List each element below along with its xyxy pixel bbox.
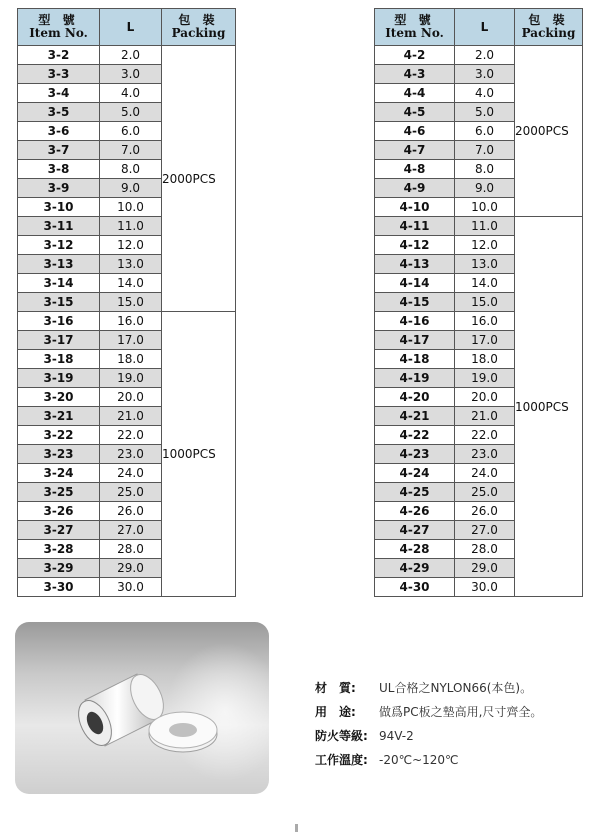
item-no-cell: 3-10: [18, 198, 100, 217]
item-no-header-cn: 型 號: [38, 13, 79, 27]
length-cell: 22.0: [455, 426, 515, 445]
length-cell: 7.0: [100, 141, 162, 160]
spec-table-series-4: [374, 8, 583, 597]
length-cell: 2.0: [455, 46, 515, 65]
length-cell: 18.0: [100, 350, 162, 369]
packing-header-cn: 包 裝: [178, 13, 219, 27]
item-no-cell: 3-20: [18, 388, 100, 407]
item-no-cell: 4-27: [375, 521, 455, 540]
property-material: [315, 676, 542, 700]
length-cell: 12.0: [100, 236, 162, 255]
item-no-cell: 4-26: [375, 502, 455, 521]
length-cell: 7.0: [455, 141, 515, 160]
item-no-cell: 4-23: [375, 445, 455, 464]
length-cell: 25.0: [455, 483, 515, 502]
length-cell: 28.0: [100, 540, 162, 559]
packing-header-cn: 包 裝: [528, 13, 569, 27]
item-no-cell: 4-3: [375, 65, 455, 84]
property-label: 防火等級:: [315, 729, 368, 743]
packing-cell: 2000PCS: [162, 46, 236, 312]
length-cell: 11.0: [100, 217, 162, 236]
length-cell: 29.0: [455, 559, 515, 578]
property-value: -20℃~120℃: [379, 753, 459, 767]
length-cell: 17.0: [100, 331, 162, 350]
length-cell: 3.0: [455, 65, 515, 84]
item-no-cell: 4-19: [375, 369, 455, 388]
property-value: 94V-2: [379, 729, 414, 743]
length-cell: 26.0: [100, 502, 162, 521]
item-no-cell: 3-11: [18, 217, 100, 236]
item-no-cell: 3-9: [18, 179, 100, 198]
item-no-cell: 3-28: [18, 540, 100, 559]
length-cell: 20.0: [455, 388, 515, 407]
length-header: L: [100, 9, 162, 46]
item-no-cell: 4-28: [375, 540, 455, 559]
item-no-header: [18, 9, 100, 46]
property-label: 工作溫度:: [315, 753, 368, 767]
item-no-cell: 4-9: [375, 179, 455, 198]
length-cell: 10.0: [455, 198, 515, 217]
length-cell: 23.0: [100, 445, 162, 464]
property-flame-rating: [315, 724, 542, 748]
item-no-cell: 4-30: [375, 578, 455, 597]
length-cell: 21.0: [100, 407, 162, 426]
item-no-header-en: Item No.: [385, 26, 444, 40]
item-no-cell: 3-21: [18, 407, 100, 426]
item-no-cell: 3-17: [18, 331, 100, 350]
item-no-cell: 4-22: [375, 426, 455, 445]
item-no-header: [375, 9, 455, 46]
scan-mark: [295, 824, 298, 832]
packing-header-en: Packing: [171, 26, 226, 40]
length-cell: 26.0: [455, 502, 515, 521]
item-no-cell: 3-15: [18, 293, 100, 312]
property-value: 做爲PC板之墊高用,尺寸齊全。: [379, 705, 543, 719]
item-no-cell: 4-12: [375, 236, 455, 255]
length-cell: 4.0: [455, 84, 515, 103]
item-no-cell: 3-7: [18, 141, 100, 160]
item-no-cell: 3-27: [18, 521, 100, 540]
length-cell: 5.0: [455, 103, 515, 122]
length-cell: 16.0: [100, 312, 162, 331]
item-no-cell: 4-21: [375, 407, 455, 426]
item-no-header-cn: 型 號: [394, 13, 435, 27]
item-no-cell: 3-12: [18, 236, 100, 255]
length-cell: 9.0: [455, 179, 515, 198]
length-cell: 2.0: [100, 46, 162, 65]
length-cell: 8.0: [455, 160, 515, 179]
nylon-spacer-ring: [149, 712, 217, 752]
spec-table-series-3: [17, 8, 236, 597]
item-no-cell: 3-8: [18, 160, 100, 179]
item-no-cell: 3-29: [18, 559, 100, 578]
property-value: UL合格之NYLON66(本色)。: [379, 681, 533, 695]
item-no-cell: 3-22: [18, 426, 100, 445]
packing-cell: 1000PCS: [162, 312, 236, 597]
length-cell: 11.0: [455, 217, 515, 236]
length-cell: 16.0: [455, 312, 515, 331]
item-no-cell: 3-2: [18, 46, 100, 65]
table-row: [18, 312, 236, 331]
length-cell: 5.0: [100, 103, 162, 122]
item-no-cell: 3-4: [18, 84, 100, 103]
length-cell: 15.0: [455, 293, 515, 312]
packing-header: [162, 9, 236, 46]
item-no-cell: 4-4: [375, 84, 455, 103]
item-no-cell: 3-3: [18, 65, 100, 84]
length-cell: 12.0: [455, 236, 515, 255]
packing-cell: 1000PCS: [515, 217, 583, 597]
item-no-cell: 4-7: [375, 141, 455, 160]
item-no-cell: 4-24: [375, 464, 455, 483]
length-cell: 15.0: [100, 293, 162, 312]
product-properties: [315, 676, 542, 772]
property-working-temperature: [315, 748, 542, 772]
item-no-cell: 4-8: [375, 160, 455, 179]
length-cell: 24.0: [455, 464, 515, 483]
property-label: 用 途:: [315, 705, 356, 719]
length-cell: 8.0: [100, 160, 162, 179]
length-cell: 24.0: [100, 464, 162, 483]
item-no-cell: 3-5: [18, 103, 100, 122]
length-cell: 17.0: [455, 331, 515, 350]
item-no-cell: 3-26: [18, 502, 100, 521]
length-cell: 28.0: [455, 540, 515, 559]
item-no-cell: 4-5: [375, 103, 455, 122]
length-cell: 10.0: [100, 198, 162, 217]
length-cell: 13.0: [455, 255, 515, 274]
item-no-cell: 3-24: [18, 464, 100, 483]
item-no-cell: 3-14: [18, 274, 100, 293]
length-cell: 25.0: [100, 483, 162, 502]
item-no-cell: 4-2: [375, 46, 455, 65]
table-row: [375, 217, 583, 236]
item-no-cell: 4-6: [375, 122, 455, 141]
item-no-cell: 3-23: [18, 445, 100, 464]
item-no-cell: 3-25: [18, 483, 100, 502]
length-cell: 30.0: [455, 578, 515, 597]
table-header-row: [18, 9, 236, 46]
item-no-cell: 4-13: [375, 255, 455, 274]
item-no-cell: 4-18: [375, 350, 455, 369]
item-no-cell: 4-10: [375, 198, 455, 217]
length-cell: 4.0: [100, 84, 162, 103]
length-header: L: [455, 9, 515, 46]
length-cell: 6.0: [100, 122, 162, 141]
length-cell: 9.0: [100, 179, 162, 198]
length-cell: 19.0: [100, 369, 162, 388]
length-cell: 23.0: [455, 445, 515, 464]
table-row: [18, 46, 236, 65]
item-no-cell: 4-14: [375, 274, 455, 293]
item-no-cell: 4-25: [375, 483, 455, 502]
length-cell: 18.0: [455, 350, 515, 369]
length-cell: 29.0: [100, 559, 162, 578]
packing-header-en: Packing: [521, 26, 576, 40]
length-cell: 14.0: [100, 274, 162, 293]
length-cell: 27.0: [100, 521, 162, 540]
packing-cell: 2000PCS: [515, 46, 583, 217]
item-no-cell: 3-16: [18, 312, 100, 331]
item-no-cell: 3-6: [18, 122, 100, 141]
length-cell: 6.0: [455, 122, 515, 141]
length-cell: 21.0: [455, 407, 515, 426]
item-no-cell: 4-17: [375, 331, 455, 350]
length-cell: 14.0: [455, 274, 515, 293]
length-cell: 13.0: [100, 255, 162, 274]
property-label: 材 質:: [315, 681, 356, 695]
item-no-cell: 4-15: [375, 293, 455, 312]
item-no-cell: 3-13: [18, 255, 100, 274]
item-no-cell: 4-11: [375, 217, 455, 236]
item-no-cell: 3-19: [18, 369, 100, 388]
product-photo: [15, 622, 269, 794]
length-cell: 22.0: [100, 426, 162, 445]
length-cell: 30.0: [100, 578, 162, 597]
item-no-cell: 3-18: [18, 350, 100, 369]
length-cell: 20.0: [100, 388, 162, 407]
item-no-cell: 4-20: [375, 388, 455, 407]
item-no-header-en: Item No.: [29, 26, 88, 40]
table-row: [375, 46, 583, 65]
table-header-row: [375, 9, 583, 46]
length-cell: 3.0: [100, 65, 162, 84]
item-no-cell: 4-29: [375, 559, 455, 578]
length-cell: 27.0: [455, 521, 515, 540]
item-no-cell: 3-30: [18, 578, 100, 597]
length-cell: 19.0: [455, 369, 515, 388]
packing-header: [515, 9, 583, 46]
property-usage: [315, 700, 542, 724]
item-no-cell: 4-16: [375, 312, 455, 331]
